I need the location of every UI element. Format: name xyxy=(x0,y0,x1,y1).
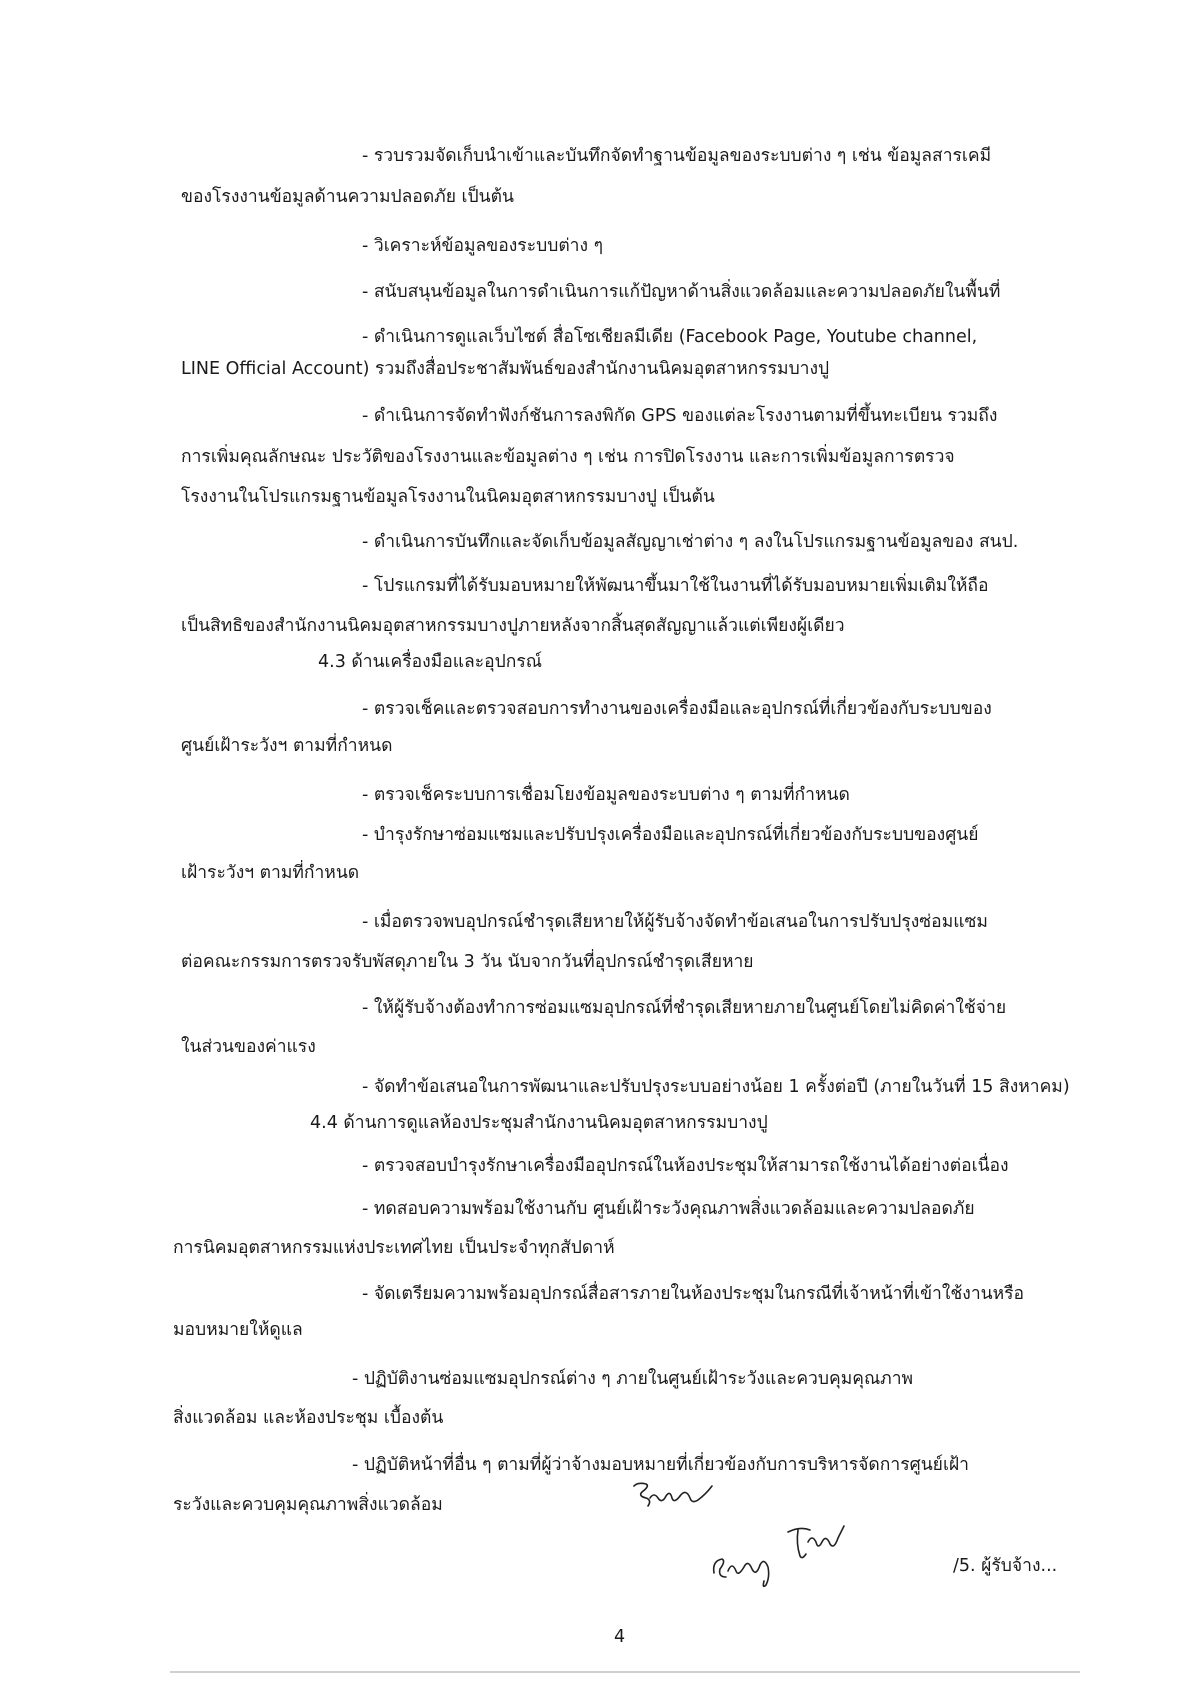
section-heading: 4.3 ด้านเครื่องมือและอุปกรณ์ xyxy=(318,652,542,672)
body-line: ระวังและควบคุมคุณภาพสิ่งแวดล้อม xyxy=(173,1495,443,1515)
body-line: ของโรงงานข้อมูลด้านความปลอดภัย เป็นต้น xyxy=(181,187,514,207)
body-line: เป็นสิทธิของสำนักงานนิคมอุตสาหกรรมบางปูภายหลังจากสิ้นสุดสัญญาแล้วแต่เพียงผู้เดียว xyxy=(181,616,845,636)
body-line: - ทดสอบความพร้อมใช้งานกับ ศูนย์เฝ้าระวังคุณภาพสิ่งแวดล้อมและความปลอดภัย xyxy=(362,1199,975,1219)
body-line: - รวบรวมจัดเก็บนำเข้าและบันทึกจัดทำฐานข้อมูลของระบบต่าง ๆ เช่น ข้อมูลสารเคมี xyxy=(362,146,992,166)
body-line: ศูนย์เฝ้าระวังฯ ตามที่กำหนด xyxy=(181,736,393,756)
body-line: มอบหมายให้ดูแล xyxy=(173,1320,303,1340)
section-heading: 4.4 ด้านการดูแลห้องประชุมสำนักงานนิคมอุตสาหกรรมบางปู xyxy=(310,1113,768,1133)
body-line: ต่อคณะกรรมการตรวจรับพัสดุภายใน 3 วัน นับจากวันที่อุปกรณ์ชำรุดเสียหาย xyxy=(181,952,754,972)
body-line: เฝ้าระวังฯ ตามที่กำหนด xyxy=(181,863,360,883)
body-line: - ปฏิบัติหน้าที่อื่น ๆ ตามที่ผู้ว่าจ้างมอบหมายที่เกี่ยวข้องกับการบริหารจัดการศูนย์เฝ้า xyxy=(352,1455,970,1475)
body-line: ในส่วนของค่าแรง xyxy=(181,1037,316,1057)
body-line: - ตรวจเช็คระบบการเชื่อมโยงข้อมูลของระบบต่าง ๆ ตามที่กำหนด xyxy=(362,785,850,805)
body-line: สิ่งแวดล้อม และห้องประชุม เบื้องต้น xyxy=(173,1408,444,1428)
body-line: - ตรวจเช็คและตรวจสอบการทำงานของเครื่องมือและอุปกรณ์ที่เกี่ยวข้องกับระบบของ xyxy=(362,699,992,719)
continuation-note: /5. ผู้รับจ้าง... xyxy=(953,1556,1058,1576)
body-line: - วิเคราะห์ข้อมูลของระบบต่าง ๆ xyxy=(362,236,604,256)
body-line: - เมื่อตรวจพบอุปกรณ์ชำรุดเสียหายให้ผู้รับจ้างจัดทำข้อเสนอในการปรับปรุงซ่อมแซม xyxy=(362,912,988,932)
body-line: - ดำเนินการบันทึกและจัดเก็บข้อมูลสัญญาเช่าต่าง ๆ ลงในโปรแกรมฐานข้อมูลของ สนป. xyxy=(362,532,1019,552)
body-line: LINE Official Account) รวมถึงสื่อประชาสัมพันธ์ของสำนักงานนิคมอุตสาหกรรมบางปู xyxy=(181,359,830,379)
footer-rule xyxy=(170,1671,1080,1673)
body-line: - โปรแกรมที่ได้รับมอบหมายให้พัฒนาขึ้นมาใช้ในงานที่ได้รับมอบหมายเพิ่มเติมให้ถือ xyxy=(362,576,989,596)
body-line: - ตรวจสอบบำรุงรักษาเครื่องมืออุปกรณ์ในห้องประชุมให้สามารถใช้งานได้อย่างต่อเนื่อง xyxy=(362,1156,1009,1176)
signature-3 xyxy=(708,1543,788,1591)
page-number: 4 xyxy=(614,1627,626,1647)
body-line: - สนับสนุนข้อมูลในการดำเนินการแก้ปัญหาด้านสิ่งแวดล้อมและความปลอดภัยในพื้นที่ xyxy=(362,282,1001,302)
body-line: โรงงานในโปรแกรมฐานข้อมูลโรงงานในนิคมอุตสาหกรรมบางปู เป็นต้น xyxy=(181,487,715,507)
body-line: - ดำเนินการจัดทำฟังก์ชันการลงพิกัด GPS ของแต่ละโรงงานตามที่ขึ้นทะเบียน รวมถึง xyxy=(362,406,998,426)
body-line: - จัดเตรียมความพร้อมอุปกรณ์สื่อสารภายในห้องประชุมในกรณีที่เจ้าหน้าที่เข้าใช้งานหรือ xyxy=(362,1284,1025,1304)
body-line: - จัดทำข้อเสนอในการพัฒนาและปรับปรุงระบบอย่างน้อย 1 ครั้งต่อปี (ภายในวันที่ 15 สิงหาคม) xyxy=(362,1077,1070,1097)
body-line: การเพิ่มคุณลักษณะ ประวัติของโรงงานและข้อมูลต่าง ๆ เช่น การปิดโรงงาน และการเพิ่มข้อมูลการตรวจ xyxy=(181,447,955,467)
body-line: - ดำเนินการดูแลเว็บไซต์ สื่อโซเชียลมีเดีย (Facebook Page, Youtube channel, xyxy=(362,327,978,347)
signature-2 xyxy=(780,1520,850,1564)
signature-1 xyxy=(628,1478,718,1512)
body-line: - ให้ผู้รับจ้างต้องทำการซ่อมแซมอุปกรณ์ที่ชำรุดเสียหายภายในศูนย์โดยไม่คิดค่าใช้จ่าย xyxy=(362,998,1007,1018)
body-line: การนิคมอุตสาหกรรมแห่งประเทศไทย เป็นประจำทุกสัปดาห์ xyxy=(173,1238,615,1258)
body-line: - ปฏิบัติงานซ่อมแซมอุปกรณ์ต่าง ๆ ภายในศูนย์เฝ้าระวังและควบคุมคุณภาพ xyxy=(352,1369,914,1389)
body-line: - บำรุงรักษาซ่อมแซมและปรับปรุงเครื่องมือและอุปกรณ์ที่เกี่ยวข้องกับระบบของศูนย์ xyxy=(362,825,979,845)
